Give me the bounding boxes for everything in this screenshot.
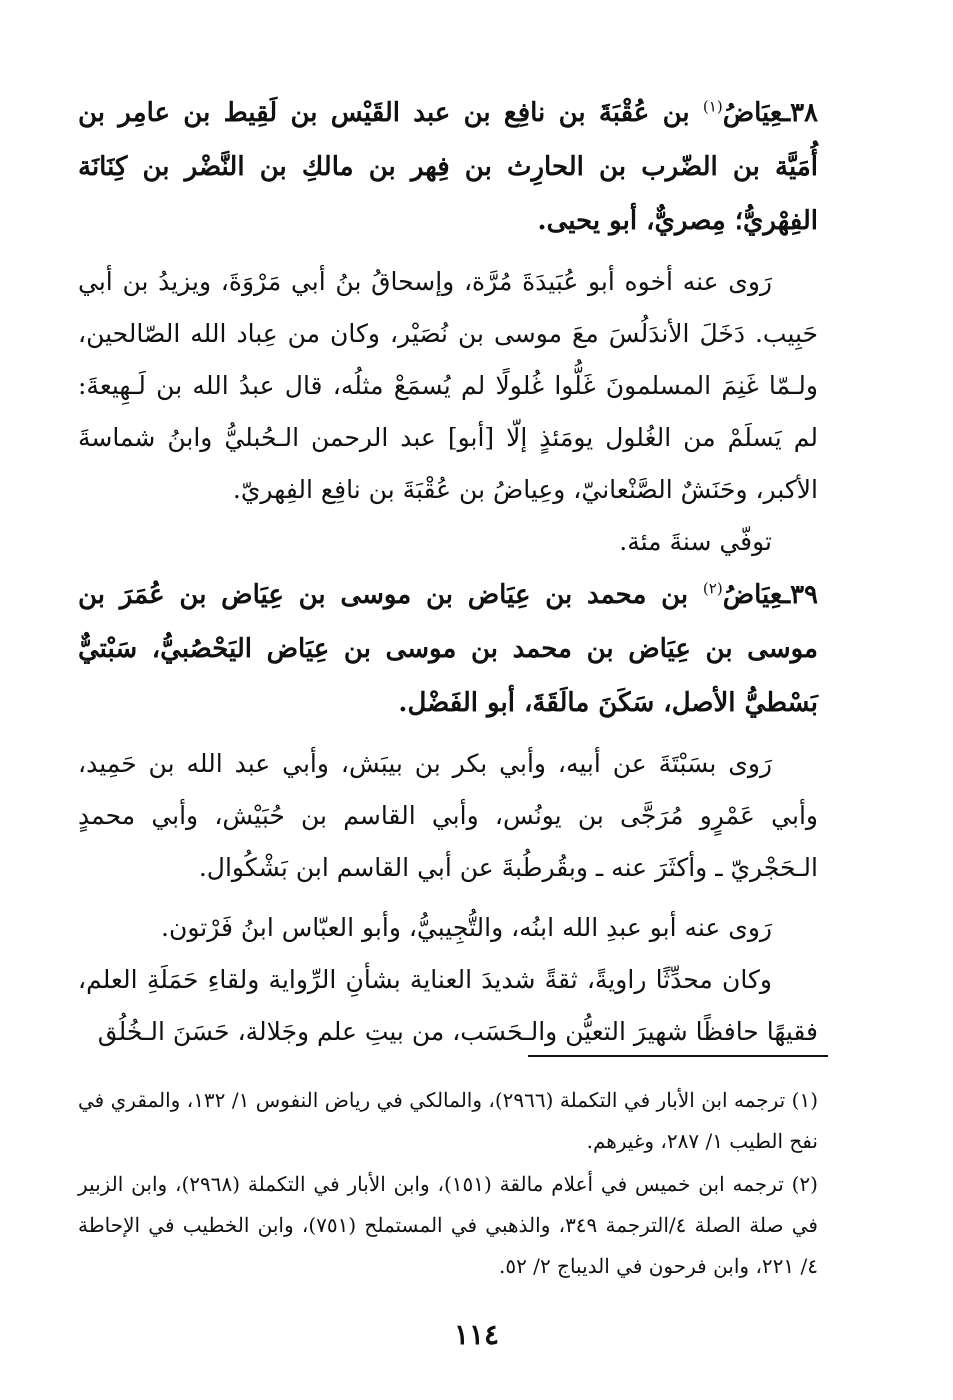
entry-paragraph: رَوى عنه أخوه أبو عُبَيدَةَ مُرَّة، وإسحاقُ بنُ أبي مَرْوَةَ، ويزيدُ بن أبي حَبِيب. دَخَلَ الأندَلُسَ معَ موسى بن نُصَيْر، وكان من عِباد الله الصّالحين، ولـمّا غَنِمَ المسلمونَ غَلُّوا غُلولًا لم يُسمَعْ مثلُه، قال عبدُ الله بن لَـهِيعةَ: لم يَسلَمْ من الغُلول يومَئذٍ إلّا [أبو] عبد الرحمن الـحُبليُّ وابنُ شماسةَ الأكبر، وحَنَشٌ الصَّنْعانيّ، وعِياضُ بن عُقْبَةَ بن نافِع الفِهريّ.	[78, 267, 818, 504]
entry-paragraph: وكان محدِّثًا راويةً، ثقةً شديدَ العناية بشأنِ الرِّواية ولقاءِ حَمَلَةِ العلم، فقيهًا حافظًا شهيرَ التعيُّن والـحَسَب، من بيتِ علم وجَلالة، حَسَنَ الـخُلُق	[78, 965, 818, 1046]
footnote-divider	[528, 1055, 828, 1057]
entry-heading-39	[78, 568, 818, 730]
footnote-2: (٢) ترجمه ابن خميس في أعلام مالقة (١٥١)، وابن الأبار في التكملة (٢٩٦٨)، وابن الزبير في صلة الصلة ٤/الترجمة ٣٤٩، والذهبي في المستملح (٧٥١)، وابن الخطيب في الإحاطة ٤/ ٢٢١، وابن فرحون في الديباج ٢/ ٥٢.	[78, 1172, 818, 1278]
footnote-1: (١) ترجمه ابن الأبار في التكملة (٢٩٦٦)، والمالكي في رياض النفوس ١/ ١٣٢، والمقري في نفح الطيب ١/ ٢٨٧، وغيرهم.	[78, 1088, 818, 1153]
entry-name: عِيَاضُ	[722, 580, 783, 610]
entry-number: ٣٨ـ	[782, 98, 818, 128]
entry-paragraph: رَوى عنه أبو عبدِ الله ابنُه، والتُّجِيبيُّ، وأبو العبّاس ابنُ فَرْتون.	[161, 913, 772, 942]
entry-name: عِيَاضُ	[722, 98, 783, 128]
page-body	[78, 86, 818, 1058]
entry-heading-text: بن عُقْبَةَ بن نافِع بن عبد القَيْس بن لَقِيط بن عامِر بن أُمَيَّة بن الضّرب بن الحارِث بن فِهر بن مالكِ بن النَّضْر بن كِنَانَة الفِهْريُّ؛ مِصريٌّ، أبو يحيى.	[78, 98, 818, 236]
footnote-ref[interactable]: (١)	[702, 97, 723, 116]
footnote-ref[interactable]: (٢)	[702, 579, 723, 598]
entry-heading-38	[78, 86, 818, 248]
entry-paragraph: رَوى بسَبْتَةَ عن أبيه، وأبي بكر بن بيبَش، وأبي عبد الله بن حَمِيد، وأبي عَمْرٍو مُرَجَّى بن يونُس، وأبي القاسم بن حُبَيْش، وأبي محمدٍ الـحَجْريّ ـ وأكثَرَ عنه ـ وبقُرطُبةَ عن أبي القاسم ابن بَشْكُوال.	[78, 749, 818, 882]
entry-paragraph: توفّي سنةَ مئة.	[619, 527, 772, 556]
entry-heading-text: بن محمد بن عِيَاض بن موسى بن عِيَاض بن عُمَرَ بن موسى بن عِيَاض بن محمد بن موسى بن عِيَاض اليَحْصُبيُّ، سَبْتيٌّ بَسْطيُّ الأصل، سَكَنَ مالَقَةَ، أبو الفَضْل.	[78, 580, 818, 718]
footnotes	[78, 1080, 818, 1289]
entry-number: ٣٩ـ	[782, 580, 818, 610]
page-number: ١١٤	[453, 1318, 500, 1351]
